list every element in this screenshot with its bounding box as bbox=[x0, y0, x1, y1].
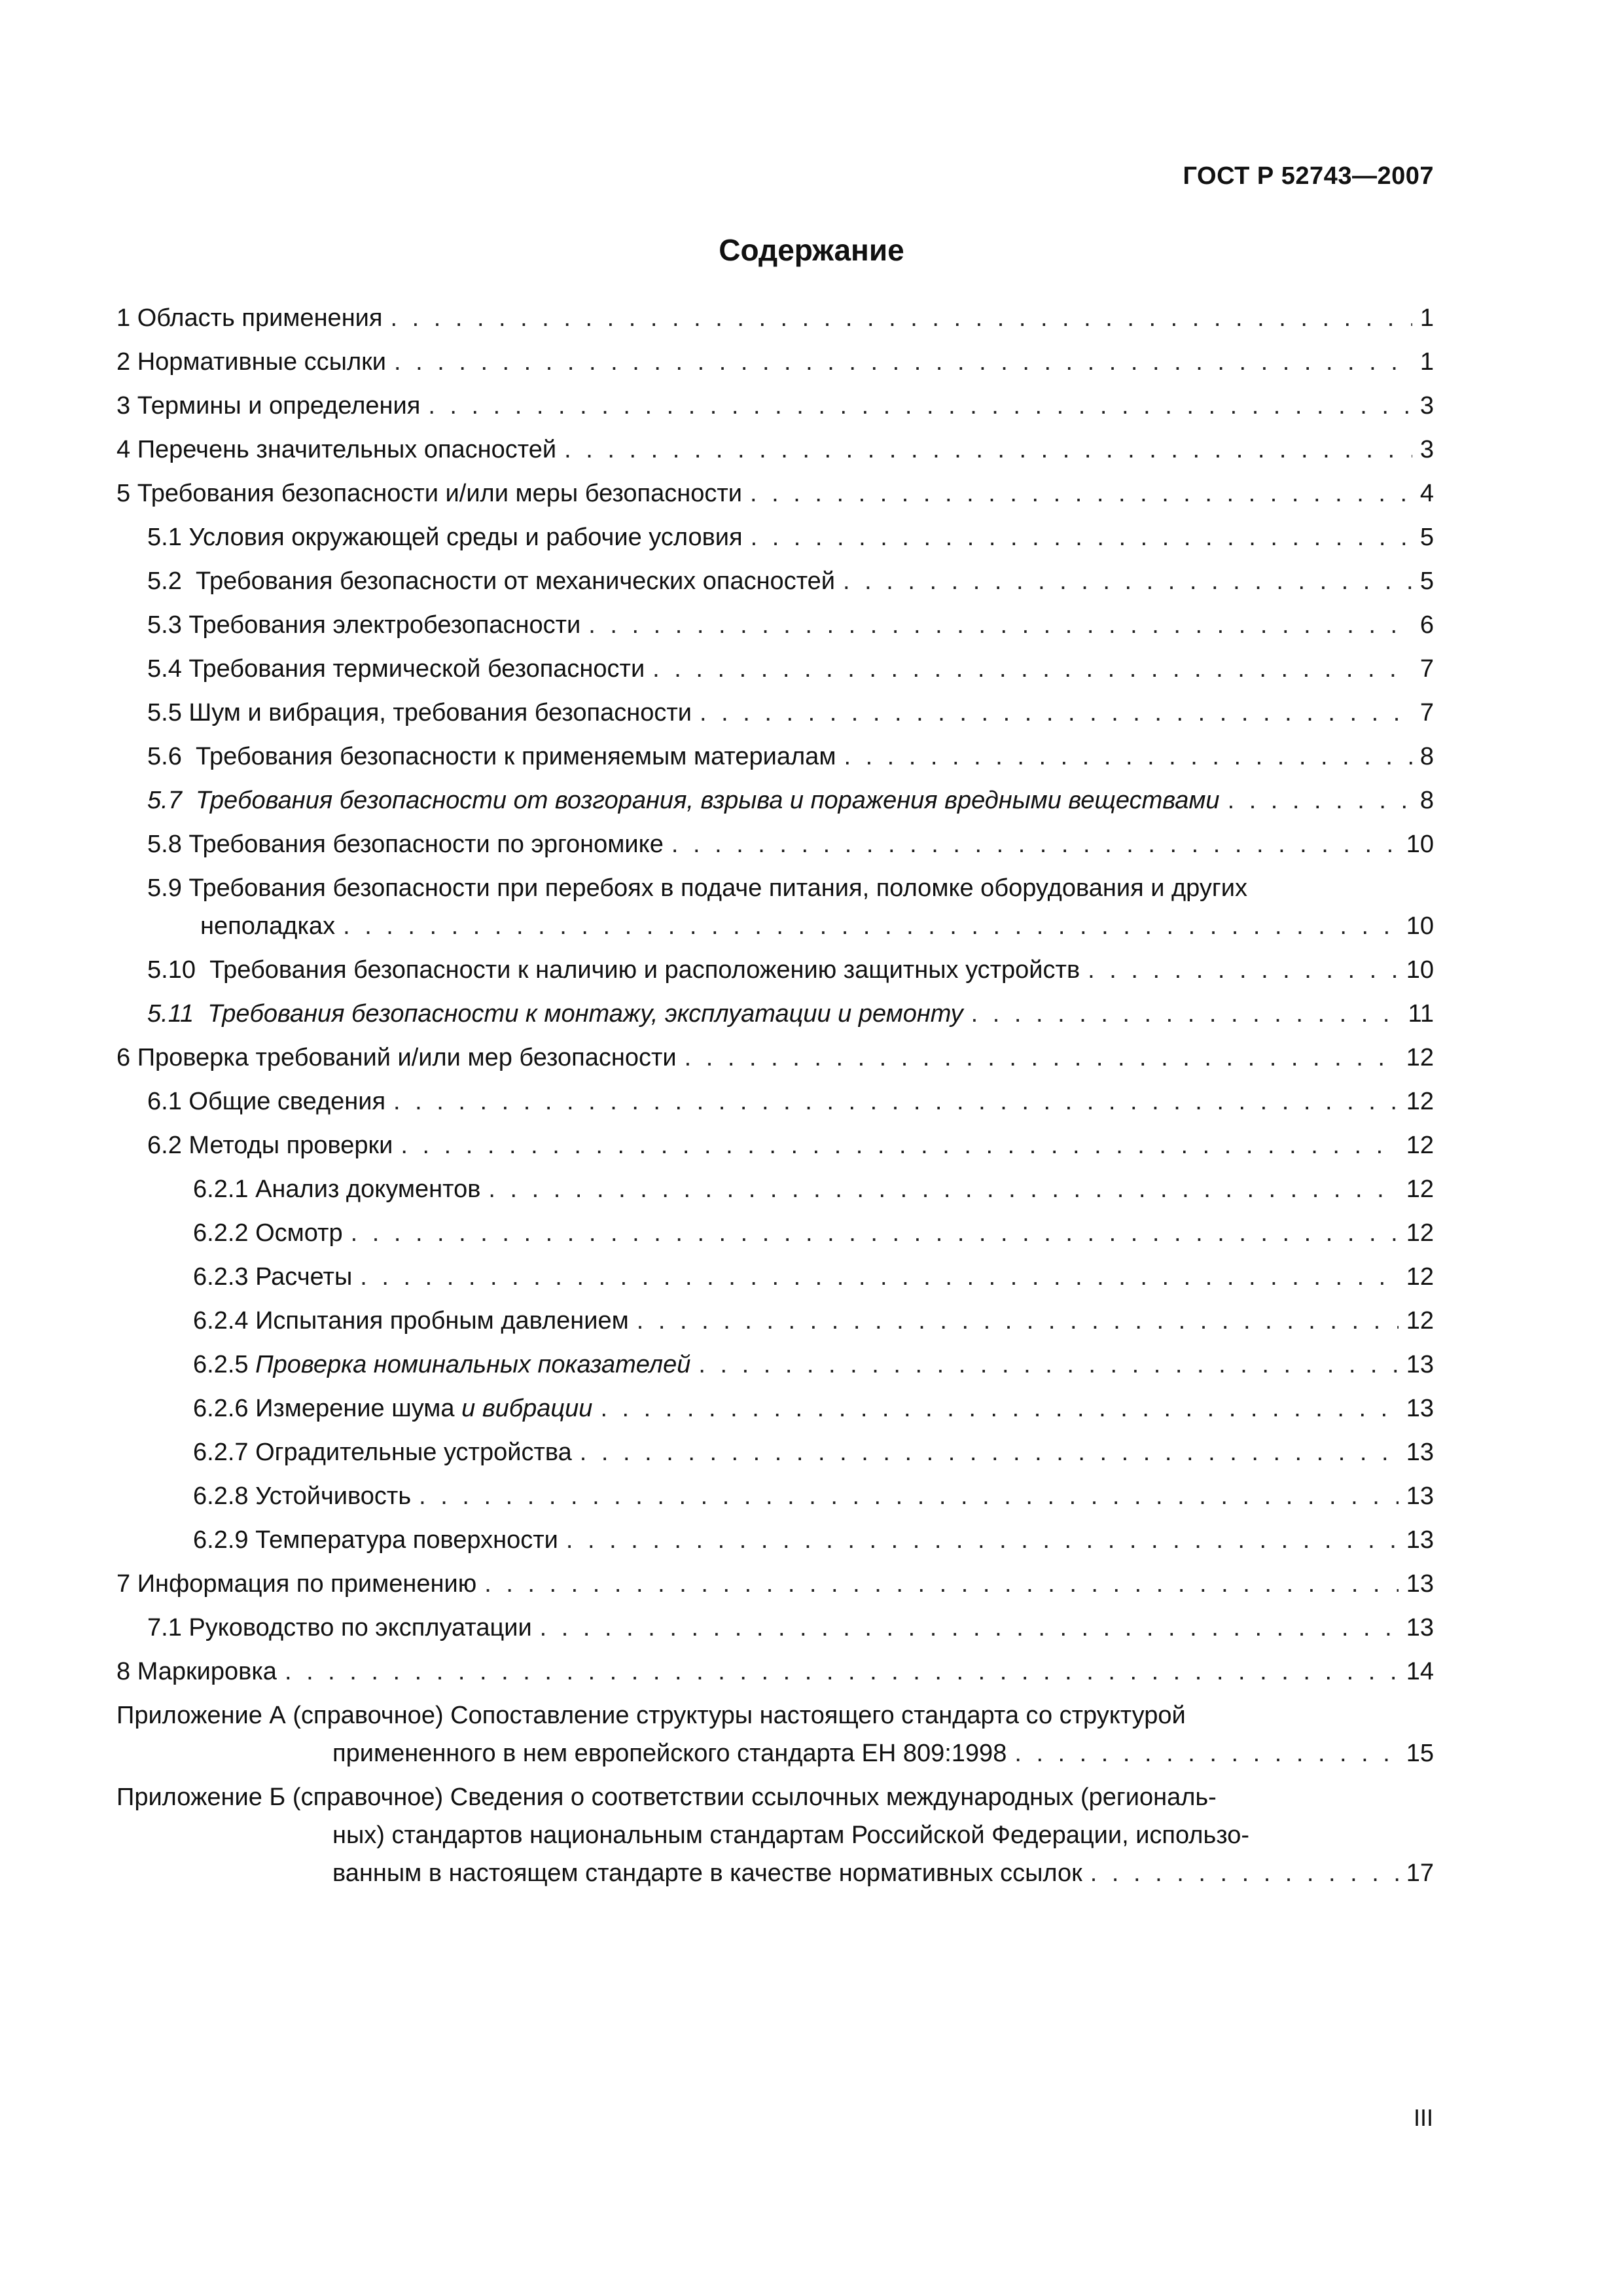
toc-page-number: 12 bbox=[1406, 1088, 1434, 1115]
toc-entry[interactable]: 6.1 Общие сведения . . . 12 bbox=[116, 1083, 1434, 1121]
toc-entry[interactable]: 5.9 Требования безопасности при перебоях в подаче питания, поломке оборудования и других неполадках . . . 10 bbox=[116, 869, 1434, 945]
toc-entry[interactable]: 8 Маркировка . . . 14 bbox=[116, 1653, 1434, 1691]
toc-entry[interactable]: 5.10 Требования безопасности к наличию и расположению защитных устройств . . . 10 bbox=[116, 951, 1434, 989]
toc-page-number: 10 bbox=[1406, 912, 1434, 940]
toc-entry[interactable]: 5.3 Требования электробезопасности . . . 6 bbox=[116, 606, 1434, 644]
toc-entry[interactable]: 6.2.1 Анализ документов . . . 12 bbox=[116, 1170, 1434, 1208]
toc-entry[interactable]: 6.2.8 Устойчивость . . . 13 bbox=[116, 1477, 1434, 1515]
toc-page-number: 8 bbox=[1419, 743, 1434, 770]
toc-page-number: 12 bbox=[1406, 1219, 1434, 1247]
toc-page-number: 13 bbox=[1406, 1614, 1434, 1641]
toc-page-number: 12 bbox=[1406, 1132, 1434, 1159]
document-code: ГОСТ Р 52743—2007 bbox=[1183, 162, 1434, 190]
toc-entry[interactable]: 4 Перечень значительных опасностей . . . 3 bbox=[116, 431, 1434, 469]
toc-page-number: 13 bbox=[1406, 1482, 1434, 1510]
toc-entry-appendix-b[interactable]: Приложение Б (справочное) Сведения о соответствии ссылочных международных (региональ- ных) стандартов национальным стандартам Российской Федерации, использо- ванным в настоящем стандарте в качестве нормативных ссылок . . . 17 bbox=[116, 1778, 1434, 1892]
toc-page-number: 15 bbox=[1406, 1740, 1434, 1767]
table-of-contents bbox=[116, 299, 1434, 1898]
toc-page-number: 12 bbox=[1406, 1044, 1434, 1071]
toc-page-number: 13 bbox=[1406, 1526, 1434, 1554]
toc-entry[interactable]: 5 Требования безопасности и/или меры безопасности . . . 4 bbox=[116, 475, 1434, 512]
toc-entry[interactable]: 5.1 Условия окружающей среды и рабочие условия . . . 5 bbox=[116, 518, 1434, 556]
toc-page-number: 3 bbox=[1419, 436, 1434, 463]
toc-page-number: 10 bbox=[1406, 831, 1434, 858]
toc-entry[interactable]: 6.2 Методы проверки . . . 12 bbox=[116, 1126, 1434, 1164]
toc-entry[interactable]: 6.2.4 Испытания пробным давлением . . . 12 bbox=[116, 1302, 1434, 1340]
toc-entry[interactable]: 6 Проверка требований и/или мер безопасности . . . 12 bbox=[116, 1039, 1434, 1077]
toc-page-number: 11 bbox=[1408, 1000, 1434, 1028]
toc-page-number: 5 bbox=[1419, 567, 1434, 595]
toc-page-number: 13 bbox=[1406, 1439, 1434, 1466]
toc-entry[interactable]: 5.2 Требования безопасности от механических опасностей . . . 5 bbox=[116, 562, 1434, 600]
toc-entry[interactable]: 7 Информация по применению . . . 13 bbox=[116, 1565, 1434, 1603]
toc-page-number: 12 bbox=[1406, 1307, 1434, 1335]
page-number: III bbox=[1413, 2104, 1433, 2131]
toc-entry[interactable]: 2 Нормативные ссылки . . . 1 bbox=[116, 343, 1434, 381]
toc-entry-appendix-a[interactable]: Приложение А (справочное) Сопоставление структуры настоящего стандарта со структурой примененного в нем европейского стандарта ЕН 809:1998 . . . 15 bbox=[116, 1696, 1434, 1772]
toc-entry[interactable]: 5.11 Требования безопасности к монтажу, эксплуатации и ремонту . . . 11 bbox=[116, 995, 1434, 1033]
toc-page-number: 4 bbox=[1419, 480, 1434, 507]
toc-page-number: 10 bbox=[1406, 956, 1434, 984]
toc-page-number: 1 bbox=[1419, 348, 1434, 376]
toc-page-number: 12 bbox=[1406, 1175, 1434, 1203]
toc-entry[interactable]: 6.2.3 Расчеты . . . 12 bbox=[116, 1258, 1434, 1296]
toc-entry[interactable]: 6.2.9 Температура поверхности . . . 13 bbox=[116, 1521, 1434, 1559]
toc-entry[interactable]: 6.2.5 Проверка номинальных показателей . . . 13 bbox=[116, 1346, 1434, 1384]
toc-entry[interactable]: 6.2.6 Измерение шума и вибрации . . . 13 bbox=[116, 1390, 1434, 1427]
toc-page-number: 5 bbox=[1419, 524, 1434, 551]
toc-entry[interactable]: 6.2.2 Осмотр . . . 12 bbox=[116, 1214, 1434, 1252]
toc-entry[interactable]: 6.2.7 Оградительные устройства . . . 13 bbox=[116, 1433, 1434, 1471]
toc-page-number: 12 bbox=[1406, 1263, 1434, 1291]
toc-entry[interactable]: 5.4 Требования термической безопасности . . . 7 bbox=[116, 650, 1434, 688]
toc-page-number: 17 bbox=[1406, 1859, 1434, 1887]
toc-entry[interactable]: 5.8 Требования безопасности по эргономике . . . 10 bbox=[116, 825, 1434, 863]
toc-entry[interactable]: 3 Термины и определения . . . 3 bbox=[116, 387, 1434, 425]
toc-page-number: 1 bbox=[1419, 304, 1434, 332]
page-title: Содержание bbox=[719, 233, 904, 267]
toc-entry[interactable]: 5.6 Требования безопасности к применяемым материалам . . . 8 bbox=[116, 738, 1434, 776]
toc-page-number: 13 bbox=[1406, 1351, 1434, 1378]
toc-page-number: 6 bbox=[1419, 611, 1434, 639]
toc-entry[interactable]: 5.5 Шум и вибрация, требования безопасности . . . 7 bbox=[116, 694, 1434, 732]
toc-entry[interactable]: 1 Область применения . . . 1 bbox=[116, 299, 1434, 337]
toc-page-number: 8 bbox=[1419, 787, 1434, 814]
toc-page-number: 3 bbox=[1419, 392, 1434, 420]
toc-page-number: 14 bbox=[1406, 1658, 1434, 1685]
toc-entry[interactable]: 5.7 Требования безопасности от возгорания, взрыва и поражения вредными веществами . . . 8 bbox=[116, 781, 1434, 819]
toc-entry[interactable]: 7.1 Руководство по эксплуатации . . . 13 bbox=[116, 1609, 1434, 1647]
toc-page-number: 13 bbox=[1406, 1395, 1434, 1422]
toc-page-number: 7 bbox=[1419, 655, 1434, 683]
toc-page-number: 13 bbox=[1406, 1570, 1434, 1598]
toc-page-number: 7 bbox=[1419, 699, 1434, 726]
